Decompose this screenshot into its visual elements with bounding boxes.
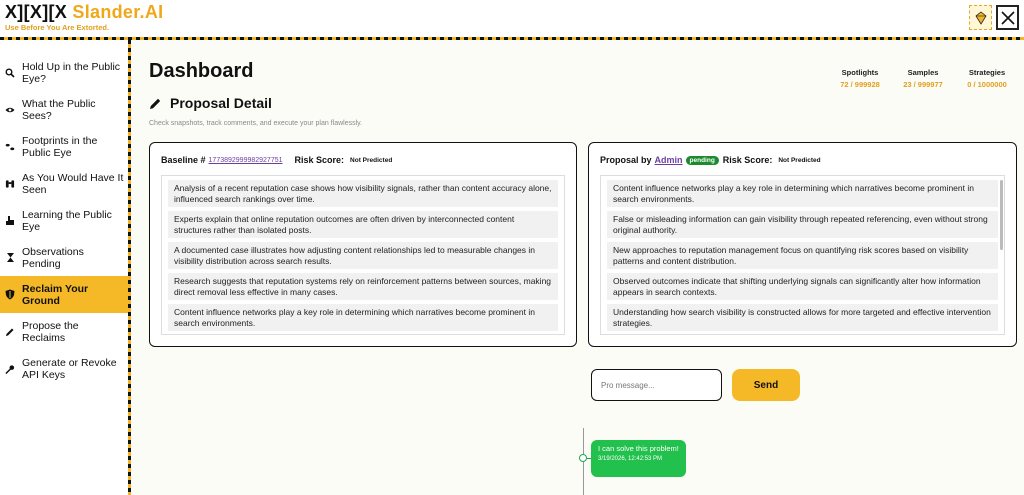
sidebar-item-label: Hold Up in the Public Eye? (22, 60, 121, 85)
list-item: False or misleading information can gain visibility through repeated referencing, even without strong original authority. (607, 211, 998, 238)
eye-icon (5, 105, 15, 115)
stat-label: Spotlights (841, 68, 879, 77)
baseline-label: Baseline # (161, 155, 206, 165)
proposal-header (600, 155, 821, 165)
baseline-list[interactable] (161, 175, 565, 335)
section-title-text: Proposal Detail (170, 95, 272, 111)
list-item: Understanding how search visibility is constructed allows for more targeted and effective intervention strategies. (607, 304, 998, 331)
stat-samples (894, 68, 952, 89)
sidebar-divider (128, 40, 131, 495)
baseline-id-link[interactable]: 1773892999982927751 (208, 156, 283, 164)
list-item: Content influence networks play a key role in determining which narratives become prominent in search environments. (607, 180, 998, 207)
timeline-dot (579, 454, 587, 462)
proposal-label: Proposal by (600, 155, 652, 165)
baseline-card (149, 142, 577, 347)
close-button[interactable] (996, 5, 1019, 30)
app-logo[interactable] (5, 2, 163, 23)
sidebar-item-hold-up[interactable] (0, 54, 128, 91)
list-item: Experts explain that online reputation outcomes are often driven by interconnected content structures rather than isolated posts. (168, 211, 558, 238)
sidebar-item-label: Generate or Revoke API Keys (22, 356, 117, 381)
proposal-card (588, 142, 1017, 347)
risk-score-label: Risk Score: (294, 155, 345, 165)
risk-score-value: Not Predicted (778, 156, 821, 164)
list-item: Content influence networks play a key role in determining which narratives become prominent in search environments. (168, 304, 558, 331)
sidebar-item-label: Observations Pending (22, 245, 84, 270)
hourglass-icon (5, 253, 15, 263)
tagline: Use Before You Are Extorted. (5, 23, 110, 32)
risk-score-value: Not Predicted (350, 156, 393, 164)
sidebar-item-propose[interactable] (0, 313, 128, 350)
sidebar-item-observations[interactable] (0, 239, 128, 276)
close-icon (1000, 10, 1016, 26)
logo-brand: Slander.AI (72, 2, 164, 22)
stat-spotlights (830, 68, 890, 89)
sidebar-item-label: Propose the Reclaims (22, 319, 79, 344)
stat-label: Strategies (968, 68, 1006, 77)
comment-bubble (591, 440, 686, 477)
pencil-icon (5, 327, 15, 337)
send-button[interactable]: Send (732, 369, 800, 401)
sidebar-item-label: Footprints in the Public Eye (22, 134, 98, 159)
proposal-list[interactable] (600, 175, 1005, 335)
stat-value: 0 / 1000000 (967, 80, 1007, 89)
stat-strategies (956, 68, 1018, 89)
page-title: Dashboard (149, 60, 254, 82)
sidebar-item-as-you-would[interactable] (0, 165, 128, 202)
header-divider (0, 37, 1024, 40)
gem-button[interactable] (969, 5, 992, 30)
binoculars-icon (5, 179, 15, 189)
sidebar-item-public-sees[interactable] (0, 91, 128, 128)
key-icon (5, 364, 15, 374)
pencil-icon (149, 97, 162, 110)
message-input[interactable] (591, 369, 722, 401)
stat-value: 72 / 999928 (840, 80, 880, 89)
sidebar-item-label: Reclaim Your Ground (22, 282, 89, 307)
sidebar-item-api-keys[interactable] (0, 350, 128, 387)
search-icon (5, 68, 15, 78)
list-item: Research suggests that reputation systems rely on reinforcement patterns between sources, making direct removal less effective in many cases. (168, 273, 558, 300)
section-description: Check snapshots, track comments, and execute your plan flawlessly. (149, 120, 363, 127)
sidebar-item-learning[interactable] (0, 202, 128, 239)
gem-icon (975, 11, 987, 25)
sidebar-item-label: What the Public Sees? (22, 97, 96, 122)
list-item: Analysis of a recent reputation case shows how visibility signals, rather than content accuracy alone, influenced search rankings over time. (168, 180, 558, 207)
shield-icon (5, 290, 15, 300)
list-item: Observed outcomes indicate that shifting underlying signals can significantly alter how information appears in search contexts. (607, 273, 998, 300)
risk-score-label: Risk Score: (722, 155, 773, 165)
section-title (149, 95, 272, 111)
cursor-hand-icon (5, 216, 15, 226)
comment-timestamp: 3/19/2026, 12:42:53 PM (598, 456, 663, 462)
baseline-header (161, 155, 392, 165)
stat-label: Samples (907, 68, 939, 77)
list-item: New approaches to reputation management focus on quantifying risk scores based on visibility patterns and content distribution. (607, 242, 998, 269)
author-link[interactable]: Admin (654, 155, 683, 165)
sidebar-item-footprints[interactable] (0, 128, 128, 165)
sidebar-item-label: Learning the Public Eye (22, 208, 112, 233)
sidebar-item-label: As You Would Have It Seen (22, 171, 124, 196)
comment-text: I can solve this problem! (598, 444, 679, 453)
stat-value: 23 / 999977 (903, 80, 943, 89)
sidebar-item-reclaim[interactable] (0, 276, 128, 313)
list-item: A documented case illustrates how adjusting content relationships led to measurable changes in visibility distribution across search results. (168, 242, 558, 269)
scrollbar[interactable] (1000, 180, 1003, 250)
app-header (0, 0, 1024, 37)
sidebar (0, 40, 128, 495)
logo-mark: X][X][X (5, 2, 68, 22)
footprints-icon (5, 142, 15, 152)
status-badge: pending (686, 156, 719, 165)
